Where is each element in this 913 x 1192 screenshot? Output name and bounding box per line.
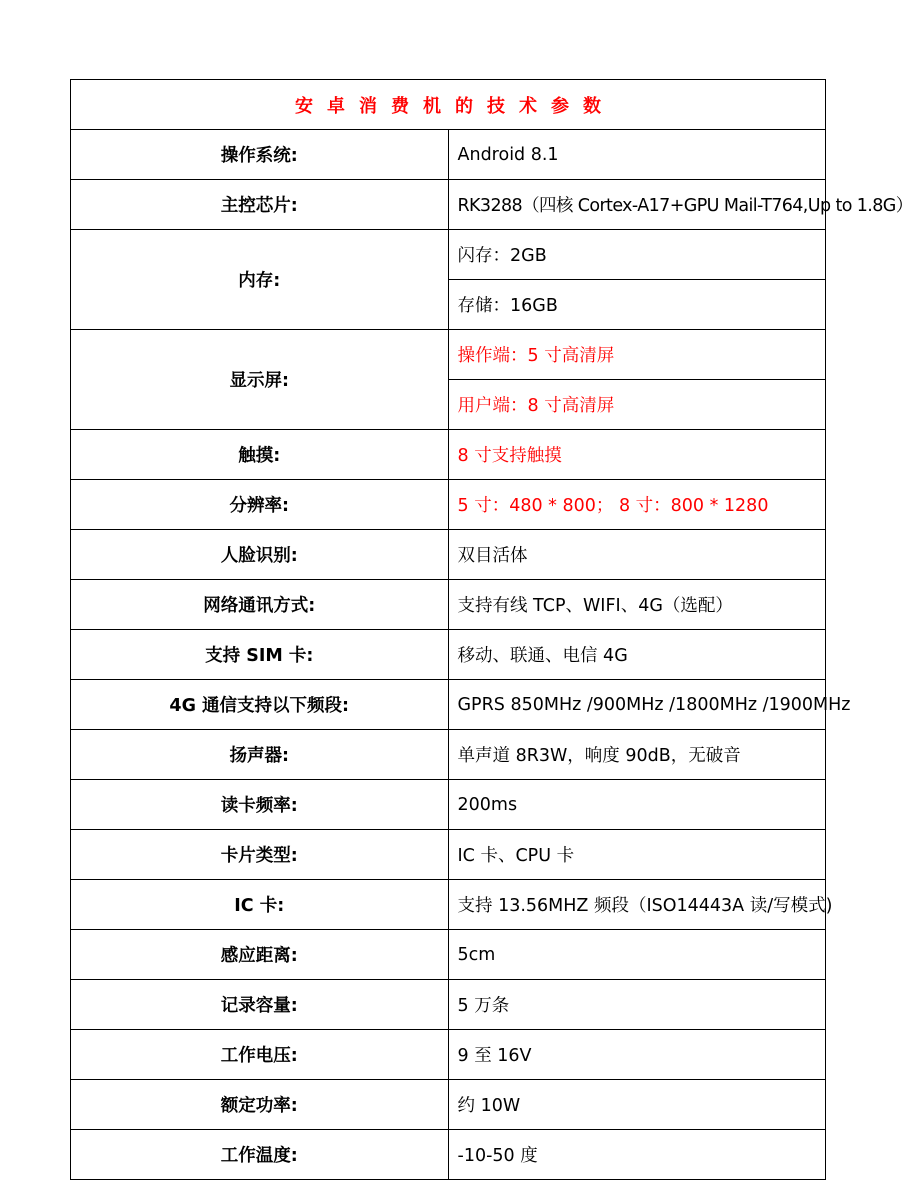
row-label: IC 卡: [71, 880, 449, 930]
row-label: 工作温度: [71, 1130, 449, 1180]
row-value: 单声道 8R3W，响度 90dB，无破音 [448, 730, 826, 780]
row-label: 操作系统: [71, 130, 449, 180]
row-label: 扬声器: [71, 730, 449, 780]
row-label: 工作电压: [71, 1030, 449, 1080]
row-value: 移动、联通、电信 4G [448, 630, 826, 680]
row-value: 双目活体 [448, 530, 826, 580]
table-title: 安卓消费机的技术参数 [71, 80, 826, 130]
table-row [71, 880, 826, 930]
row-value: 闪存：2GB [448, 230, 826, 280]
row-label: 人脸识别: [71, 530, 449, 580]
row-value: 用户端：8 寸高清屏 [448, 380, 826, 430]
row-value: 200ms [448, 780, 826, 830]
row-label: 网络通讯方式: [71, 580, 449, 630]
table-row [71, 430, 826, 480]
row-value: 5 万条 [448, 980, 826, 1030]
table-row [71, 180, 826, 230]
spec-table [70, 79, 913, 1180]
table-row [71, 530, 826, 580]
table-row [71, 730, 826, 780]
row-value: 存储：16GB [448, 280, 826, 330]
row-label: 读卡频率: [71, 780, 449, 830]
table-row [71, 230, 826, 280]
table-row [71, 930, 826, 980]
table-row [71, 580, 826, 630]
row-label: 触摸: [71, 430, 449, 480]
table-row [71, 830, 826, 880]
table-row [71, 1080, 826, 1130]
table-row [71, 630, 826, 680]
row-label: 感应距离: [71, 930, 449, 980]
table-row [71, 680, 826, 730]
table-row [71, 130, 826, 180]
row-value: GPRS 850MHz /900MHz /1800MHz /1900MHz [448, 680, 826, 730]
row-value: 操作端：5 寸高清屏 [448, 330, 826, 380]
row-label: 显示屏: [71, 330, 449, 430]
row-value: 5cm [448, 930, 826, 980]
table-row [71, 780, 826, 830]
row-label: 卡片类型: [71, 830, 449, 880]
row-label: 内存: [71, 230, 449, 330]
row-value: 9 至 16V [448, 1030, 826, 1080]
row-label: 记录容量: [71, 980, 449, 1030]
table-row [71, 980, 826, 1030]
row-value: 约 10W [448, 1080, 826, 1130]
title-row [71, 80, 826, 130]
row-value: 支持有线 TCP、WIFI、4G（选配） [448, 580, 826, 630]
row-value: 8 寸支持触摸 [448, 430, 826, 480]
row-value: -10-50 度 [448, 1130, 826, 1180]
table-row [71, 480, 826, 530]
row-label: 4G 通信支持以下频段: [71, 680, 449, 730]
row-label: 额定功率: [71, 1080, 449, 1130]
row-value: RK3288（四核 Cortex-A17+GPU Mail-T764,Up to 1.8G） [448, 180, 826, 230]
row-label: 主控芯片: [71, 180, 449, 230]
row-value: 5 寸：480 * 800； 8 寸：800 * 1280 [448, 480, 826, 530]
row-value: 支持 13.56MHZ 频段（ISO14443A 读/写模式) [448, 880, 826, 930]
table-row [71, 1130, 826, 1180]
table-row [71, 1030, 826, 1080]
row-value: Android 8.1 [448, 130, 826, 180]
table-row [71, 330, 826, 380]
row-value: IC 卡、CPU 卡 [448, 830, 826, 880]
row-label: 支持 SIM 卡: [71, 630, 449, 680]
row-label: 分辨率: [71, 480, 449, 530]
